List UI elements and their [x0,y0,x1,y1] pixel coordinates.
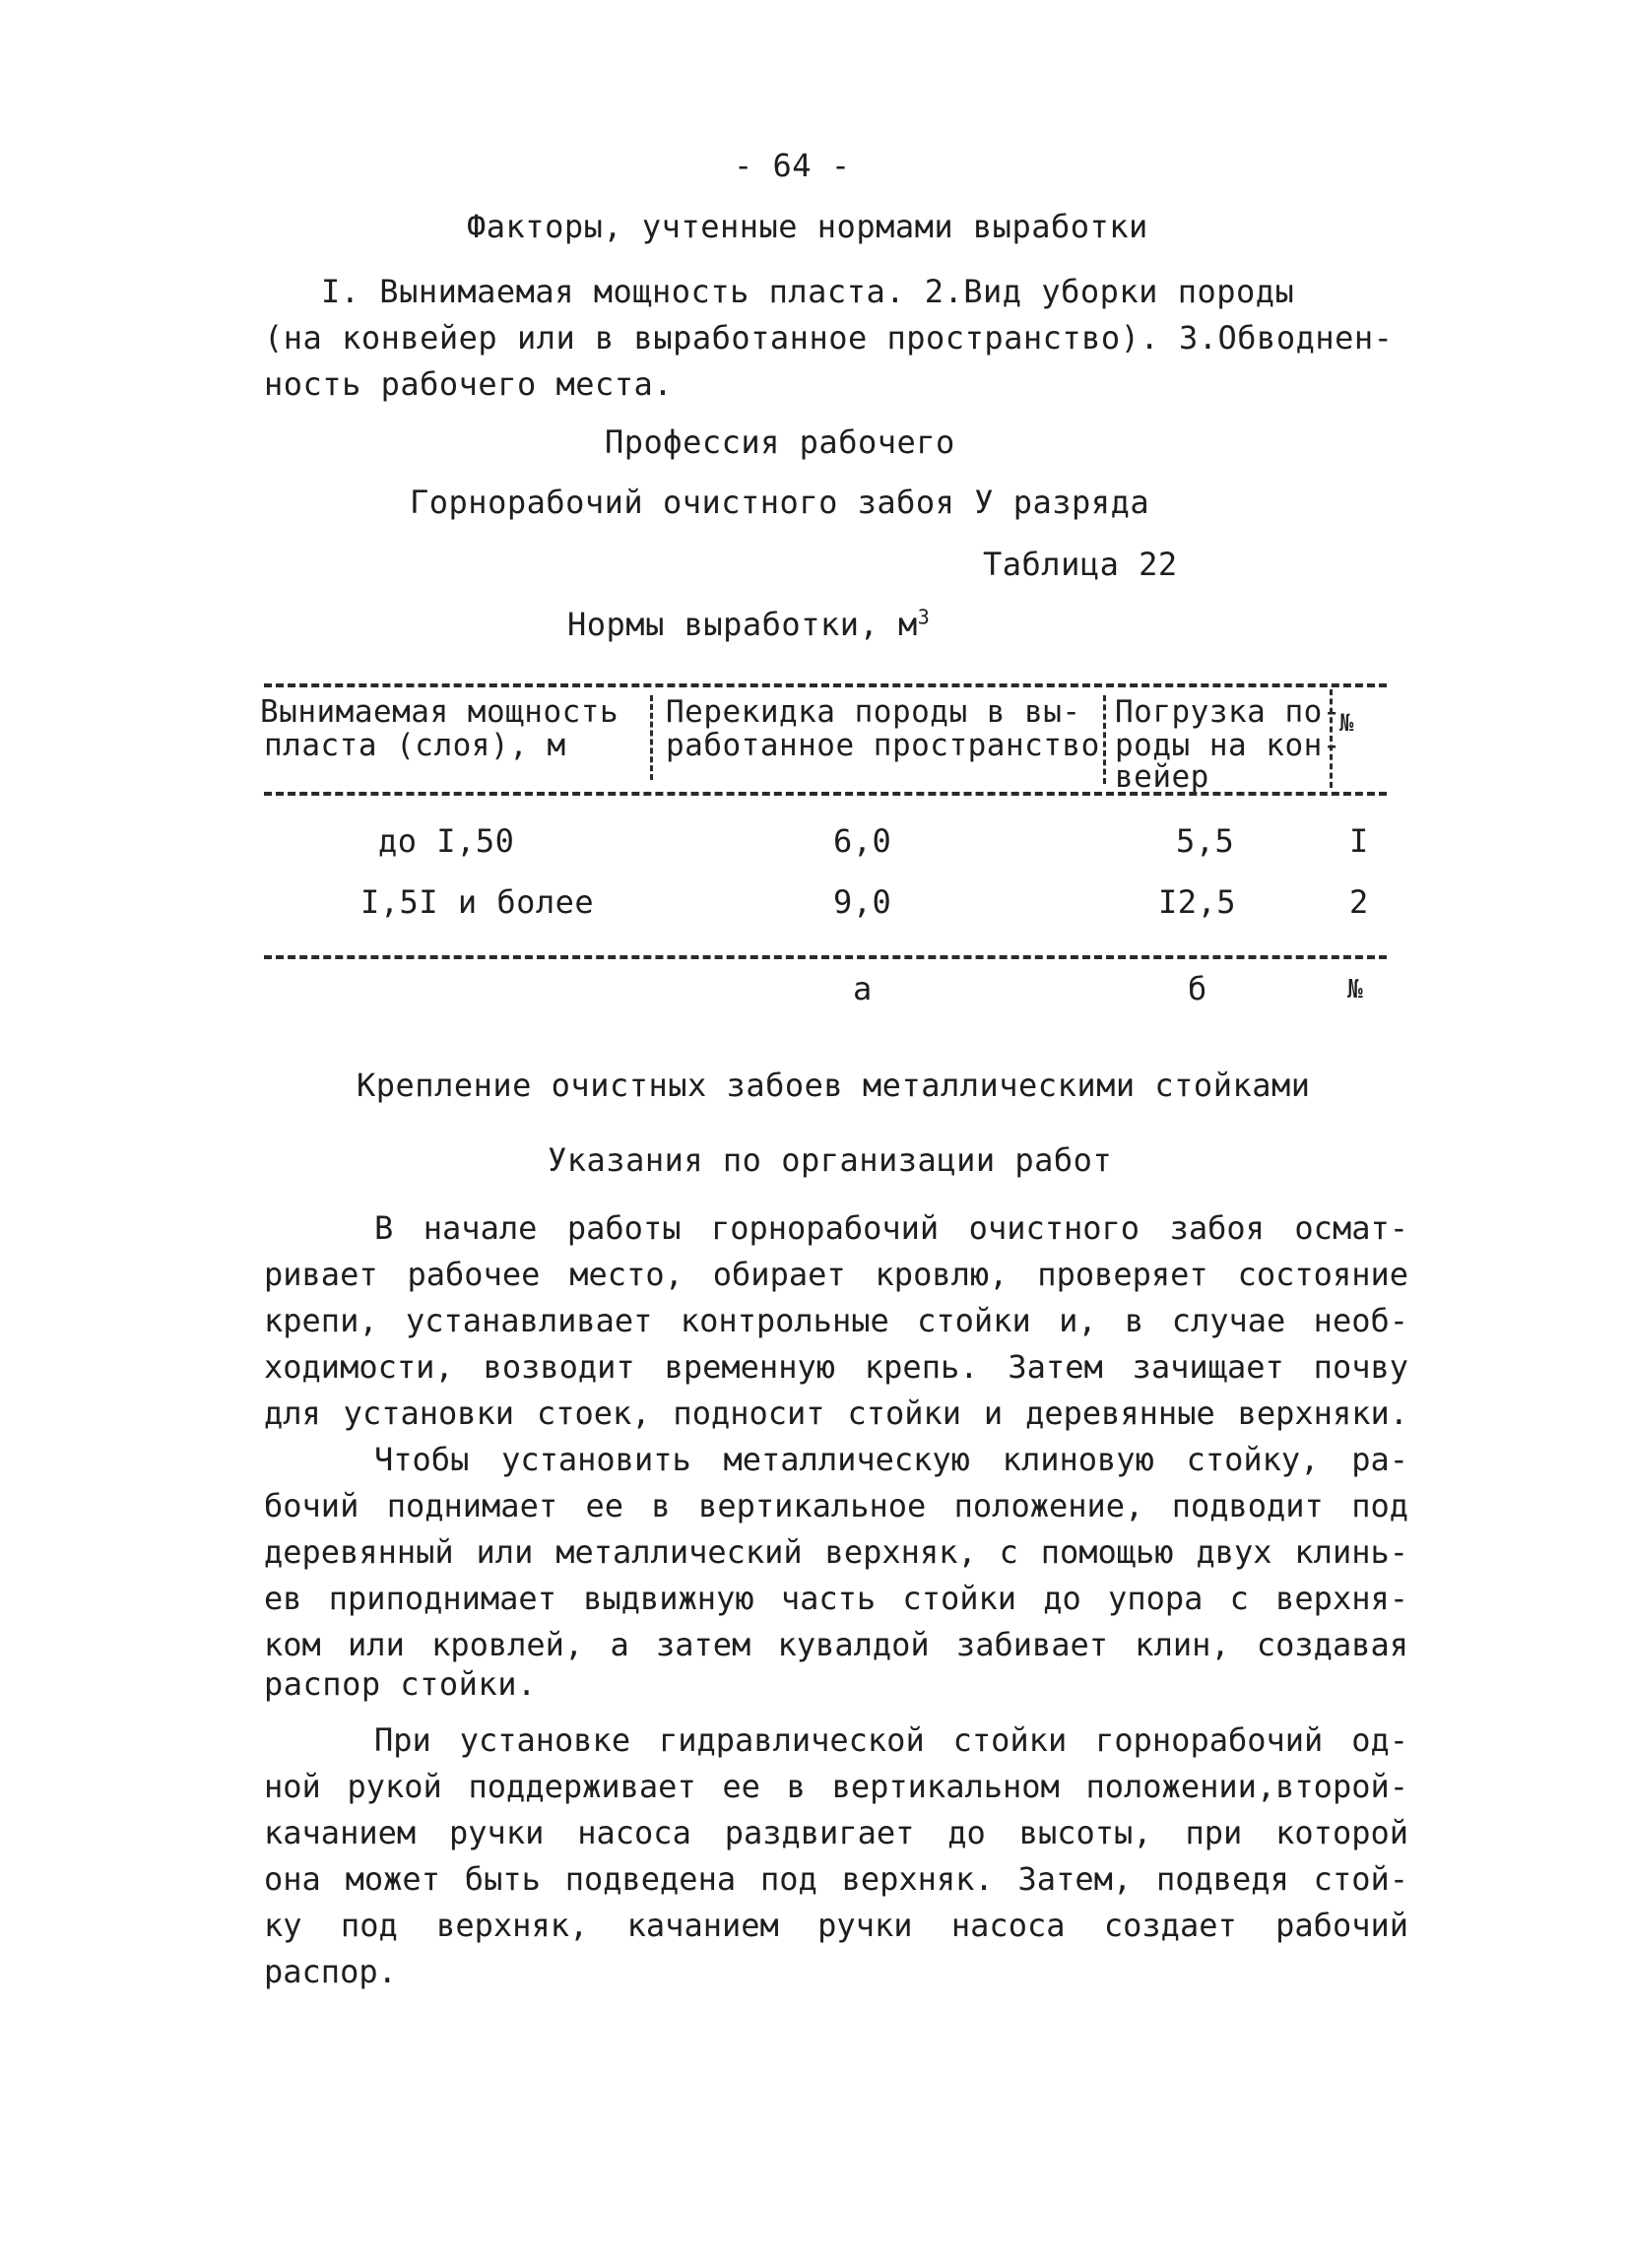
footer-num: № [1347,975,1364,1004]
header-separator-3 [1330,689,1333,788]
p1-line-4: ходимости, возводит временную крепь. Затем зачищает почву [264,1348,1408,1386]
row2-transfer: 9,0 [833,883,892,921]
p2-line-2: бочий поднимает ее в вертикальное положение, подводит под [264,1487,1408,1524]
subsection-heading: Указания по организации работ [548,1141,1113,1179]
header-loading-2: роды на кон- [1115,728,1341,763]
profession-name: Горнорабочий очистного забоя У разряда [410,484,1150,521]
row2-num: 2 [1349,883,1369,921]
p1-line-5: для установки стоек, подносит стойки и деревянные верхняки. [264,1394,1408,1432]
p1-line-3: крепи, устанавливает контрольные стойки и, в случае необ- [264,1302,1408,1339]
table-bottom-rule [264,955,1387,959]
norms-unit-sup: 3 [917,605,931,629]
header-thickness-1: Вынимаемая мощность [260,694,619,730]
footer-loading: б [1188,970,1207,1007]
p2-line-1: Чтобы установить металлическую клиновую стойку, ра- [374,1441,1408,1478]
p2-line-4: ев приподнимает выдвижную часть стойки до упора с верхня- [264,1580,1408,1617]
table-header-rule [264,792,1387,796]
norms-title-text: Нормы выработки, м [567,606,918,643]
page-number: - 64 - [734,147,851,184]
p3-line-5: ку под верхняк, качанием ручки насоса создает рабочий распор. [264,1907,1408,1990]
table-label: Таблица 22 [983,546,1178,583]
p3-line-4: она может быть подведена под верхняк. Затем, подведя стой- [264,1860,1408,1898]
row1-num: I [1349,822,1369,860]
header-separator-1 [650,695,653,780]
p2-line-3: деревянный или металлический верхняк, с помощью двух клинь- [264,1533,1408,1571]
footer-transfer: а [853,970,873,1007]
p1-line-2: ривает рабочее место, обирает кровлю, проверяет состояние [264,1256,1408,1293]
row1-transfer: 6,0 [833,822,892,860]
header-loading-1: Погрузка по- [1115,694,1341,730]
p2-line-6: распор стойки. [264,1665,537,1703]
table-top-rule [264,683,1387,687]
header-transfer-2: работанное пространство [666,728,1100,763]
factors-line-1: I. Вынимаемая мощность пласта. 2.Вид уборки породы [321,273,1295,310]
row2-thickness: I,5I и более [360,883,595,921]
row1-thickness: до I,50 [378,822,515,860]
factors-line-2: (на конвейер или в выработанное пространство). 3.Обводнен- [264,319,1394,356]
header-num: № [1339,709,1354,737]
section-heading: Крепление очистных забоев металлическими стойками [357,1067,1311,1104]
p3-line-3: качанием ручки насоса раздвигает до высоты, при которой [264,1814,1408,1851]
profession-heading: Профессия рабочего [605,423,955,461]
factors-heading: Факторы, учтенные нормами выработки [467,208,1148,245]
row1-loading: 5,5 [1176,822,1235,860]
factors-line-3: ность рабочего места. [264,365,674,403]
p3-line-1: При установке гидравлической стойки горнорабочий од- [374,1721,1408,1759]
row2-loading: I2,5 [1158,883,1237,921]
header-transfer-1: Перекидка породы в вы- [666,694,1081,730]
p2-line-5: ком или кровлей, а затем кувалдой забивает клин, создавая [264,1626,1408,1663]
header-loading-3: вейер [1115,759,1209,795]
p3-line-2: ной рукой поддерживает ее в вертикальном положении,второй- [264,1768,1408,1805]
p1-line-1: В начале работы горнорабочий очистного забоя осмат- [374,1209,1408,1247]
header-thickness-2: пласта (слоя), м [264,728,566,763]
header-separator-2 [1103,695,1106,784]
norms-title [567,605,931,643]
